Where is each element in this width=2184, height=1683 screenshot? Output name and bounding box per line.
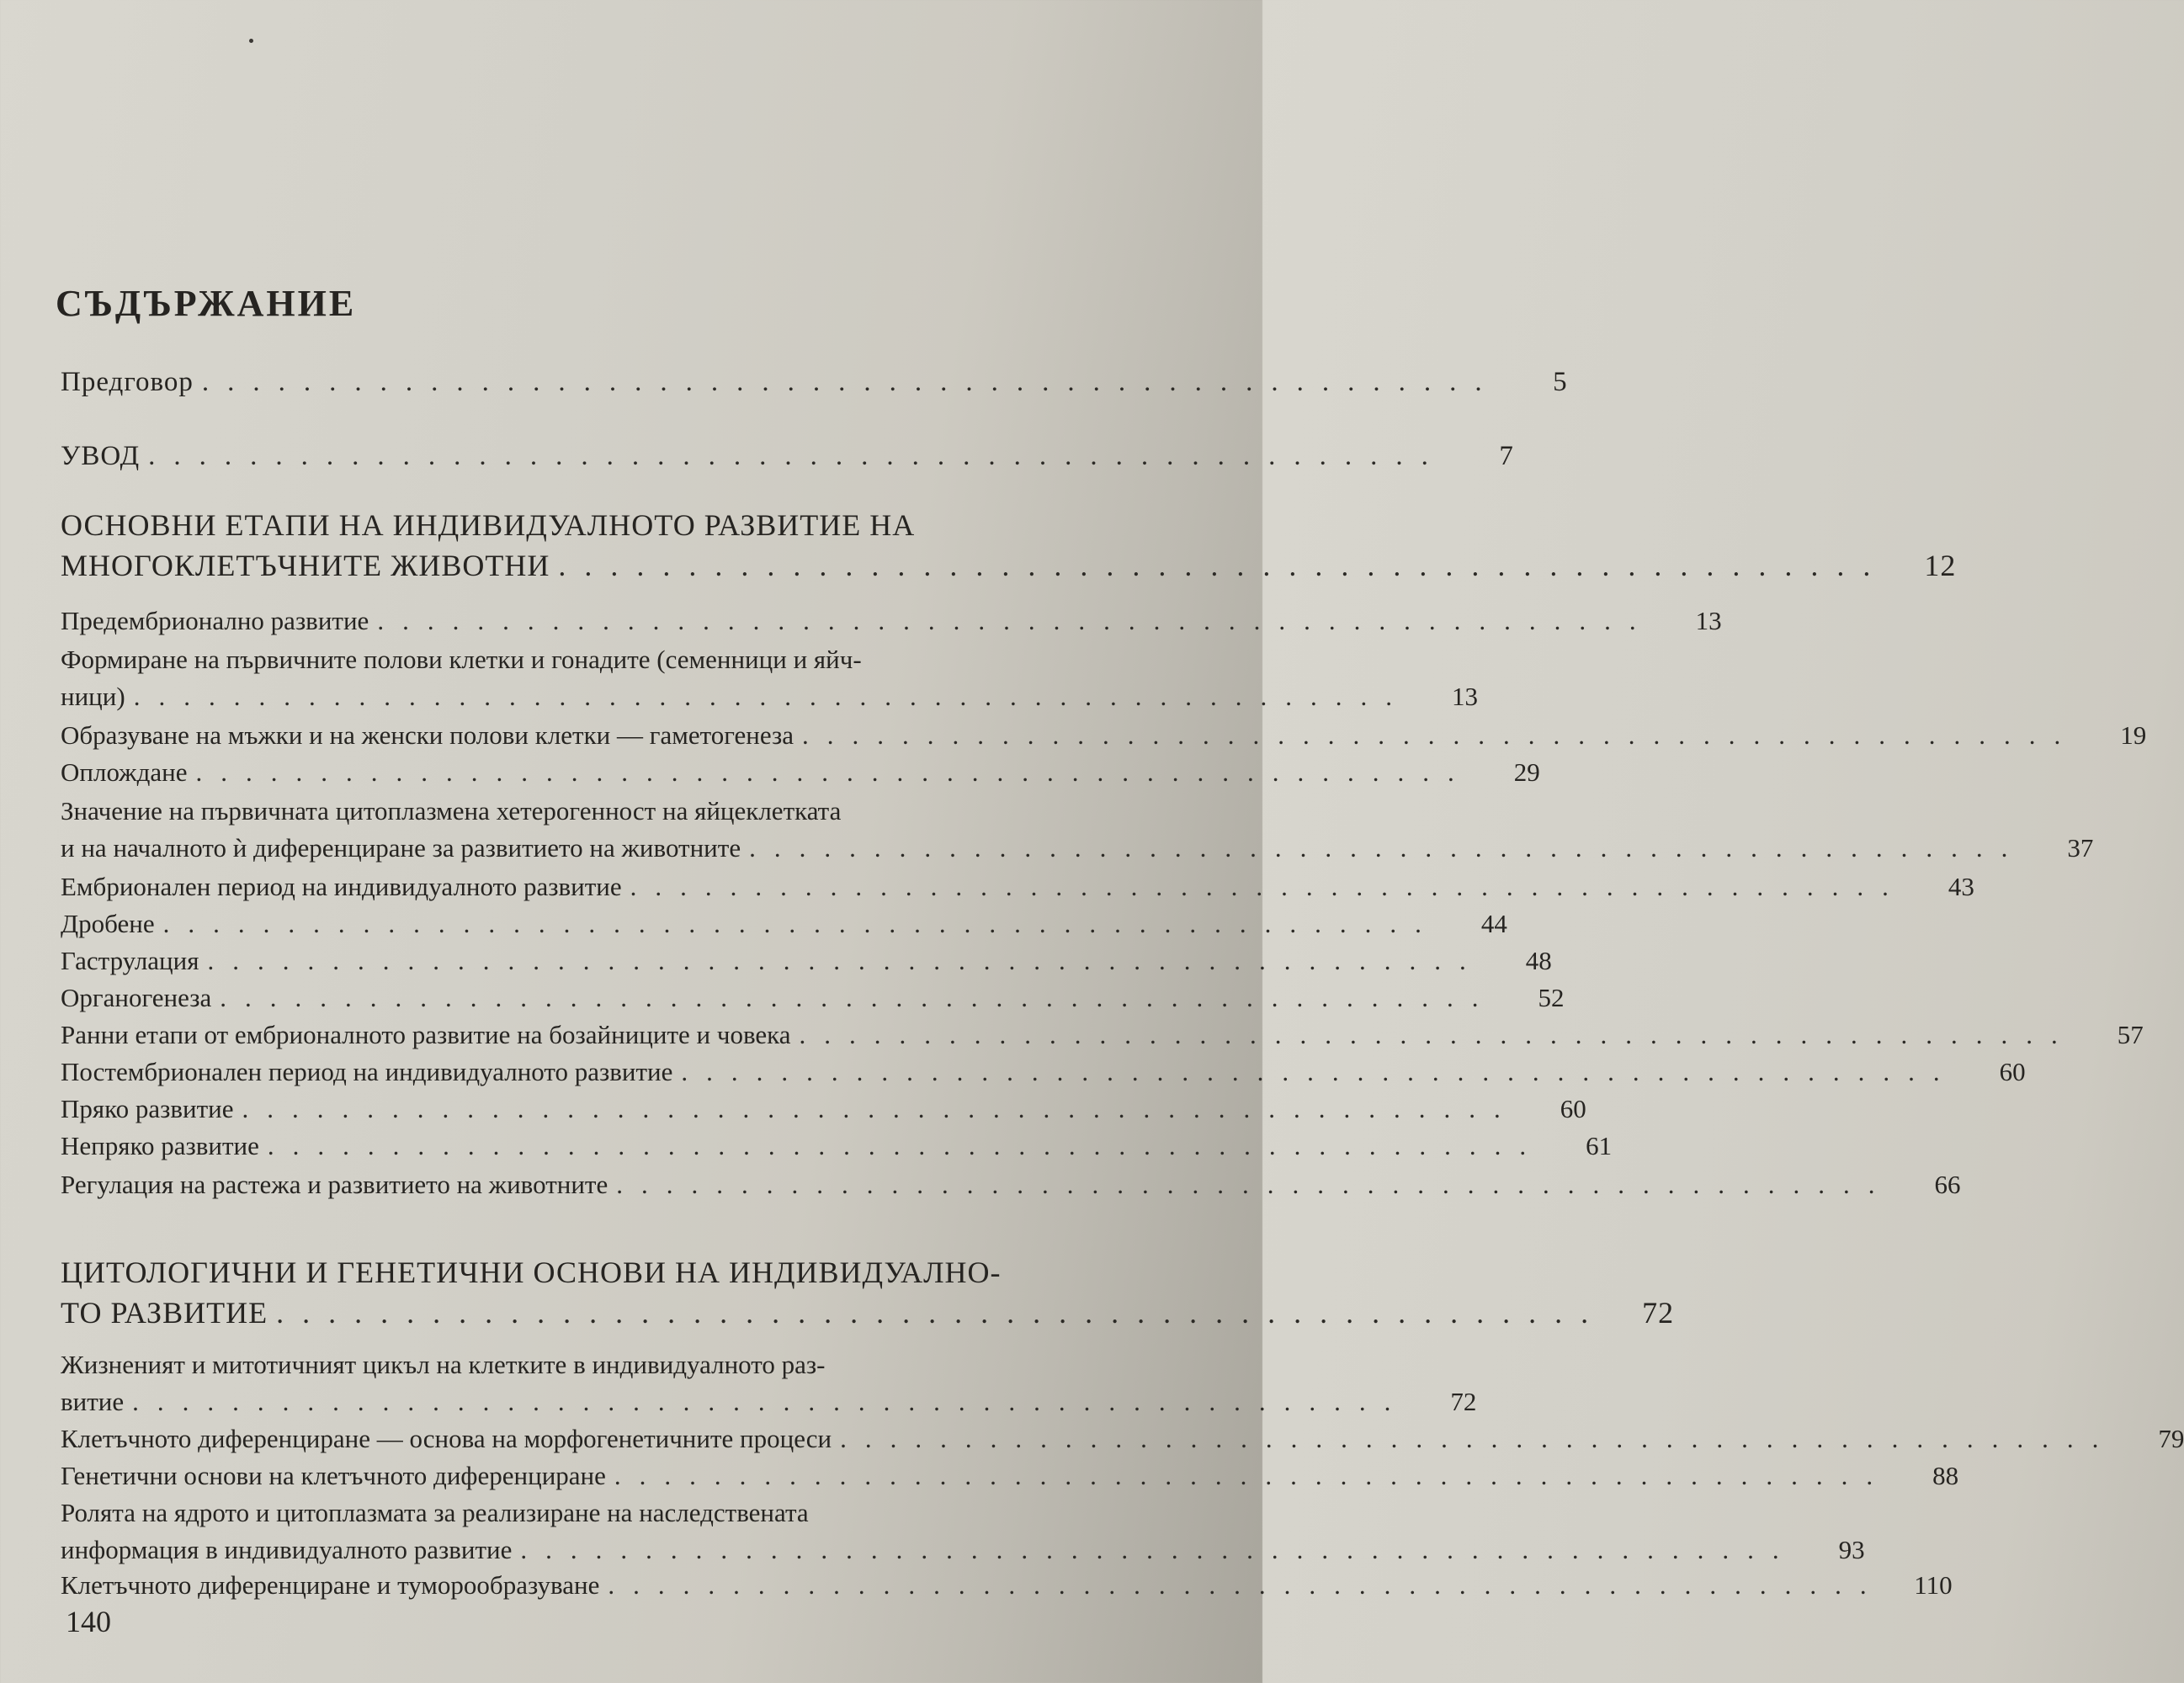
toc-page-number: 60 <box>1999 1057 2026 1086</box>
toc-entry-title: Ранни етапи от ембрионалното развитие на бозайниците и човека <box>61 1020 791 1049</box>
dot-leader: ................................................... <box>630 872 1907 901</box>
toc-entry-title: Дробене <box>61 909 155 938</box>
toc-page-number: 19 <box>2120 720 2147 750</box>
dot-leader: ................................................... <box>520 1535 1798 1564</box>
toc-entry <box>61 1457 1959 1495</box>
toc-entry-title-cont: и на началното ѝ диференциране за развитието на животните <box>61 833 741 863</box>
toc-page-number: 7 <box>1499 441 1514 471</box>
dot-leader: ................................................... <box>840 1424 2118 1453</box>
toc-entry-title: Регулация на растежа и развитието на животните <box>61 1170 608 1199</box>
toc-entry <box>61 603 1722 640</box>
toc-entry <box>61 1567 1953 1604</box>
toc-entry <box>61 1346 1477 1420</box>
dot-leader: ................................................... <box>132 1387 1410 1416</box>
toc-page-number: 61 <box>1586 1131 1613 1160</box>
toc-entry <box>61 438 1514 475</box>
toc-entry-title: Значение на първичната цитоплазмена хетерогенност на яйцеклетката <box>61 796 842 826</box>
dot-leader: ................................................... <box>148 441 1447 471</box>
toc-entry <box>61 505 1957 586</box>
toc-entry <box>61 1166 1961 1203</box>
toc-page-number: 48 <box>1525 946 1552 975</box>
dot-leader: ................................................... <box>749 833 2027 863</box>
toc-entry-title: Генетични основи на клетъчното диференциране <box>61 1461 606 1490</box>
toc-page-number: 52 <box>1538 983 1565 1012</box>
toc-entry <box>61 1091 1586 1128</box>
toc-entry-title: ЦИТОЛОГИЧНИ И ГЕНЕТИЧНИ ОСНОВИ НА ИНДИВИДУАЛНО- <box>61 1256 1002 1289</box>
toc-entry <box>61 1054 2026 1091</box>
toc-entry <box>61 717 2147 754</box>
toc-entry-title-cont: МНОГОКЛЕТЪЧНИТЕ ЖИВОТНИ <box>61 549 550 582</box>
toc-entry-title: Клетъчното диференциране — основа на морфогенетичните процеси <box>61 1424 832 1453</box>
toc-entry <box>61 1252 1675 1333</box>
dot-leader: ................................................... <box>614 1461 1892 1490</box>
toc-entry-title-cont: витие <box>61 1387 125 1416</box>
toc-page-number: 12 <box>1924 549 1957 582</box>
dot-leader: ................................................... <box>133 682 1411 711</box>
toc-page-number: 60 <box>1560 1094 1586 1123</box>
toc-entry-title: Непряко развитие <box>61 1131 259 1160</box>
toc-page-number: 43 <box>1948 872 1974 901</box>
dot-leader: ................................................... <box>207 946 1485 975</box>
toc-entry <box>61 1017 2144 1054</box>
toc-entry-title: Образуване на мъжки и на женски полови клетки — гаметогенеза <box>61 720 794 750</box>
toc-page-number: 93 <box>1838 1535 1865 1564</box>
dot-leader: ................................................... <box>377 606 1655 635</box>
toc-entry <box>61 754 1540 791</box>
toc-entry <box>61 868 1974 905</box>
toc-entry-title: Жизненият и митотичният цикъл на клетките в индивидуалното раз- <box>61 1350 826 1379</box>
toc-entry-title: Гаструлация <box>61 946 199 975</box>
toc-entry <box>61 364 1568 401</box>
toc-page-number: 79 <box>2158 1424 2184 1453</box>
toc-page-number: 13 <box>1451 682 1478 711</box>
dot-leader: ................................................... <box>558 549 1889 582</box>
page-title: СЪДЪРЖАНИЕ <box>56 283 357 324</box>
dot-leader: ................................................... <box>802 720 2080 750</box>
toc-entry-title: Формиране на първичните полови клетки и гонадите (семенници и яйч- <box>61 645 862 674</box>
toc-entry <box>61 1128 1613 1165</box>
toc-page-number: 29 <box>1513 757 1540 787</box>
dot-leader: ................................................... <box>276 1296 1607 1330</box>
toc-entry <box>61 1420 2184 1457</box>
dot-leader: ................................................... <box>220 983 1497 1012</box>
toc-page-number: 37 <box>2067 833 2094 863</box>
toc-entry-title: Ролята на ядрото и цитоплазмата за реализиране на наследствената <box>61 1498 809 1527</box>
toc-page-number: 5 <box>1553 367 1568 397</box>
table-of-contents <box>61 0 2184 1683</box>
dot-leader: ................................................... <box>608 1570 1885 1600</box>
toc-page-number: 72 <box>1450 1387 1477 1416</box>
toc-page-number: 66 <box>1934 1170 1961 1199</box>
toc-entry-title: Органогенеза <box>61 983 212 1012</box>
toc-page-number: 110 <box>1914 1570 1953 1600</box>
dot-leader: ................................................... <box>242 1094 1519 1123</box>
toc-entry-title: УВОД <box>61 441 141 471</box>
toc-page-number: 88 <box>1932 1461 1959 1490</box>
dot-leader: ................................................... <box>681 1057 1958 1086</box>
toc-entry-title-cont: ници) <box>61 682 125 711</box>
toc-page-number: 44 <box>1480 909 1507 938</box>
toc-entry <box>61 905 1507 942</box>
toc-entry-title-cont: ТО РАЗВИТИЕ <box>61 1296 268 1330</box>
dot-leader: ................................................... <box>267 1131 1545 1160</box>
toc-page-number: 13 <box>1695 606 1722 635</box>
toc-entry-title: Пряко развитие <box>61 1094 234 1123</box>
toc-page-number: 72 <box>1642 1296 1675 1330</box>
dot-leader: ................................................... <box>616 1170 1894 1199</box>
toc-entry <box>61 793 2094 867</box>
toc-entry-title: Предговор <box>61 367 194 397</box>
page-number: 140 <box>66 1605 111 1638</box>
toc-entry-title: Предембрионално развитие <box>61 606 369 635</box>
dot-leader: ................................................... <box>162 909 1440 938</box>
toc-entry <box>61 980 1565 1017</box>
toc-entry-title: Постембрионален период на индивидуалното развитие <box>61 1057 673 1086</box>
toc-entry-title: ОСНОВНИ ЕТАПИ НА ИНДИВИДУАЛНОТО РАЗВИТИЕ НА <box>61 508 916 542</box>
dot-leader: ................................................... <box>195 757 1473 787</box>
toc-entry-title: Клетъчното диференциране и туморообразуване <box>61 1570 600 1600</box>
toc-entry-title: Ембрионален период на индивидуалното развитие <box>61 872 622 901</box>
toc-page-number: 57 <box>2117 1020 2144 1049</box>
toc-entry <box>61 942 1552 980</box>
toc-entry-title: Оплождане <box>61 757 188 787</box>
toc-entry <box>61 1495 1865 1569</box>
dot-leader: ................................................... <box>201 367 1501 397</box>
toc-entry-title-cont: информация в индивидуалното развитие <box>61 1535 513 1564</box>
toc-entry <box>61 641 1478 715</box>
dot-leader: ................................................... <box>799 1020 2076 1049</box>
